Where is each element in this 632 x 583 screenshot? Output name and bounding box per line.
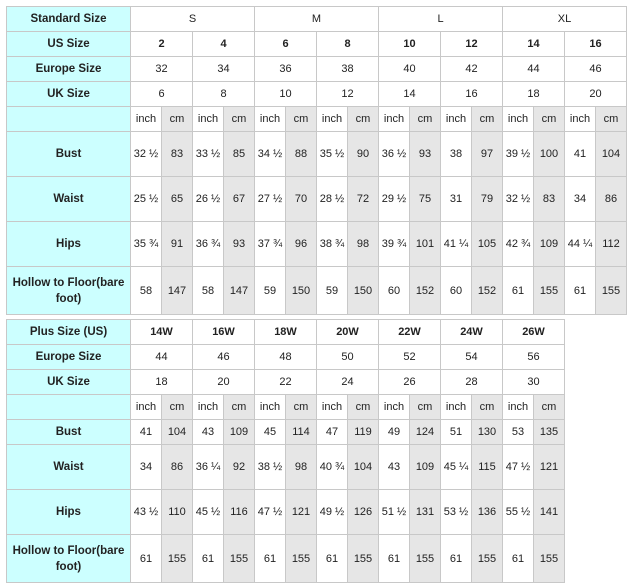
size-value-cell: 24 [317, 370, 379, 395]
measurement-value-cell: 155 [286, 535, 317, 583]
measurement-value-cell: 26 ½ [193, 177, 224, 222]
measurement-value-cell: 61 [193, 535, 224, 583]
measurement-value-cell: 43 [379, 445, 410, 490]
measurement-value-cell: 53 ½ [441, 490, 472, 535]
measurement-value-cell: 58 [193, 267, 224, 315]
unit-cm-cell: cm [410, 107, 441, 132]
standard-size-table [6, 6, 627, 315]
unit-cm-cell: cm [224, 395, 255, 420]
measurement-value-cell: 85 [224, 132, 255, 177]
plus-size-cell: 22W [379, 320, 441, 345]
size-value-cell: 22 [255, 370, 317, 395]
measurement-value-cell: 38 ½ [255, 445, 286, 490]
measurement-value-cell: 31 [441, 177, 472, 222]
measurement-value-cell: 59 [317, 267, 348, 315]
measurement-row [7, 177, 627, 222]
unit-cm-cell: cm [348, 107, 379, 132]
measurement-value-cell: 33 ½ [193, 132, 224, 177]
measurement-value-cell: 25 ½ [131, 177, 162, 222]
measurement-value-cell: 43 [193, 420, 224, 445]
measurement-value-cell: 150 [286, 267, 317, 315]
measurement-value-cell: 35 ½ [317, 132, 348, 177]
measurement-value-cell: 115 [472, 445, 503, 490]
size-letter-cell: S [131, 7, 255, 32]
size-value-cell: 50 [317, 345, 379, 370]
size-letter-cell: XL [503, 7, 627, 32]
unit-inch-cell: inch [193, 395, 224, 420]
row-label: US Size [7, 32, 131, 57]
measurement-value-cell: 83 [162, 132, 193, 177]
measurement-value-cell: 152 [472, 267, 503, 315]
size-value-cell: 12 [441, 32, 503, 57]
row-label: Europe Size [7, 345, 131, 370]
measurement-value-cell: 83 [534, 177, 565, 222]
size-value-cell: 46 [193, 345, 255, 370]
row-label: Bust [7, 420, 131, 445]
measurement-value-cell: 155 [534, 267, 565, 315]
measurement-value-cell: 41 ¼ [441, 222, 472, 267]
measurement-value-cell: 61 [379, 535, 410, 583]
measurement-value-cell: 100 [534, 132, 565, 177]
measurement-value-cell: 39 ½ [503, 132, 534, 177]
size-value-cell: 16 [441, 82, 503, 107]
size-rows [7, 345, 565, 395]
measurement-value-cell: 109 [410, 445, 441, 490]
size-value-cell: 30 [503, 370, 565, 395]
row-label: Waist [7, 177, 131, 222]
measurement-value-cell: 39 ¾ [379, 222, 410, 267]
measurement-value-cell: 101 [410, 222, 441, 267]
measurement-row [7, 222, 627, 267]
measurement-value-cell: 131 [410, 490, 441, 535]
blank-label-cell [7, 107, 131, 132]
unit-inch-cell: inch [255, 107, 286, 132]
measurement-value-cell: 34 ½ [255, 132, 286, 177]
measurement-value-cell: 72 [348, 177, 379, 222]
size-value-cell: 10 [255, 82, 317, 107]
measurement-value-cell: 51 [441, 420, 472, 445]
size-letter-row [7, 7, 627, 32]
unit-cm-cell: cm [534, 395, 565, 420]
measurement-value-cell: 45 ½ [193, 490, 224, 535]
measurement-value-cell: 61 [255, 535, 286, 583]
size-value-cell: 18 [131, 370, 193, 395]
unit-inch-cell: inch [379, 395, 410, 420]
measurement-value-cell: 109 [534, 222, 565, 267]
unit-cm-cell: cm [162, 107, 193, 132]
size-value-cell: 48 [255, 345, 317, 370]
measurement-value-cell: 155 [472, 535, 503, 583]
measurement-value-cell: 98 [348, 222, 379, 267]
unit-inch-cell: inch [131, 395, 162, 420]
measurement-value-cell: 47 [317, 420, 348, 445]
measurement-value-cell: 58 [131, 267, 162, 315]
unit-cm-cell: cm [534, 107, 565, 132]
measurement-value-cell: 155 [534, 535, 565, 583]
row-label: Plus Size (US) [7, 320, 131, 345]
size-value-cell: 32 [131, 57, 193, 82]
measurement-value-cell: 38 ¾ [317, 222, 348, 267]
measurement-value-cell: 61 [131, 535, 162, 583]
measurement-value-cell: 41 [131, 420, 162, 445]
size-row [7, 32, 627, 57]
row-label: UK Size [7, 82, 131, 107]
size-value-cell: 34 [193, 57, 255, 82]
size-letter-cell: L [379, 7, 503, 32]
measurement-value-cell: 112 [596, 222, 627, 267]
measurement-value-cell: 98 [286, 445, 317, 490]
measurement-value-cell: 59 [255, 267, 286, 315]
unit-inch-cell: inch [441, 395, 472, 420]
measurement-value-cell: 51 ½ [379, 490, 410, 535]
size-value-cell: 56 [503, 345, 565, 370]
measurement-value-cell: 135 [534, 420, 565, 445]
measurement-value-cell: 61 [565, 267, 596, 315]
measurement-value-cell: 45 [255, 420, 286, 445]
measurement-value-cell: 27 ½ [255, 177, 286, 222]
measurement-value-cell: 155 [596, 267, 627, 315]
size-value-cell: 20 [565, 82, 627, 107]
unit-cm-cell: cm [472, 107, 503, 132]
measurement-value-cell: 155 [410, 535, 441, 583]
measurement-rows [7, 107, 627, 315]
measurement-value-cell: 155 [162, 535, 193, 583]
unit-cm-cell: cm [348, 395, 379, 420]
size-value-cell: 14 [503, 32, 565, 57]
measurement-value-cell: 126 [348, 490, 379, 535]
measurement-value-cell: 92 [224, 445, 255, 490]
measurement-value-cell: 65 [162, 177, 193, 222]
size-value-cell: 38 [317, 57, 379, 82]
measurement-value-cell: 55 ½ [503, 490, 534, 535]
measurement-value-cell: 60 [379, 267, 410, 315]
unit-cm-cell: cm [162, 395, 193, 420]
measurement-value-cell: 88 [286, 132, 317, 177]
measurement-value-cell: 38 [441, 132, 472, 177]
unit-inch-cell: inch [503, 395, 534, 420]
size-value-cell: 20 [193, 370, 255, 395]
measurement-value-cell: 96 [286, 222, 317, 267]
unit-inch-cell: inch [317, 395, 348, 420]
unit-cm-cell: cm [596, 107, 627, 132]
unit-row [7, 395, 565, 420]
unit-inch-cell: inch [441, 107, 472, 132]
measurement-value-cell: 45 ¼ [441, 445, 472, 490]
size-value-cell: 8 [193, 82, 255, 107]
row-label: Bust [7, 132, 131, 177]
measurement-value-cell: 40 ¾ [317, 445, 348, 490]
measurement-value-cell: 119 [348, 420, 379, 445]
measurement-value-cell: 34 [565, 177, 596, 222]
measurement-value-cell: 136 [472, 490, 503, 535]
unit-inch-cell: inch [565, 107, 596, 132]
measurement-row [7, 132, 627, 177]
measurement-value-cell: 150 [348, 267, 379, 315]
plus-size-cell: 20W [317, 320, 379, 345]
measurement-value-cell: 47 ½ [503, 445, 534, 490]
measurement-value-cell: 79 [472, 177, 503, 222]
measurement-value-cell: 47 ½ [255, 490, 286, 535]
measurement-value-cell: 121 [286, 490, 317, 535]
plus-size-cell: 18W [255, 320, 317, 345]
plus-size-table [6, 319, 565, 583]
measurement-value-cell: 147 [162, 267, 193, 315]
measurement-value-cell: 86 [162, 445, 193, 490]
size-value-cell: 52 [379, 345, 441, 370]
size-value-cell: 14 [379, 82, 441, 107]
measurement-row [7, 420, 565, 445]
plus-size-cell: 14W [131, 320, 193, 345]
row-label: UK Size [7, 370, 131, 395]
row-label: Hips [7, 490, 131, 535]
row-label: Europe Size [7, 57, 131, 82]
measurement-value-cell: 61 [317, 535, 348, 583]
size-value-cell: 16 [565, 32, 627, 57]
measurement-value-cell: 36 ¾ [193, 222, 224, 267]
measurement-value-cell: 114 [286, 420, 317, 445]
measurement-value-cell: 49 [379, 420, 410, 445]
measurement-value-cell: 37 ¾ [255, 222, 286, 267]
measurement-value-cell: 32 ½ [131, 132, 162, 177]
measurement-value-cell: 49 ½ [317, 490, 348, 535]
size-value-cell: 26 [379, 370, 441, 395]
unit-inch-cell: inch [131, 107, 162, 132]
unit-cm-cell: cm [224, 107, 255, 132]
size-value-cell: 2 [131, 32, 193, 57]
unit-row [7, 107, 627, 132]
size-row [7, 57, 627, 82]
size-value-cell: 8 [317, 32, 379, 57]
measurement-value-cell: 60 [441, 267, 472, 315]
measurement-value-cell: 44 ¼ [565, 222, 596, 267]
measurement-value-cell: 61 [503, 535, 534, 583]
measurement-value-cell: 90 [348, 132, 379, 177]
plus-size-header-row [7, 320, 565, 345]
plus-size-cell: 26W [503, 320, 565, 345]
measurement-value-cell: 116 [224, 490, 255, 535]
measurement-value-cell: 61 [441, 535, 472, 583]
plus-size-cell: 16W [193, 320, 255, 345]
row-label: Hollow to Floor(bare foot) [7, 535, 131, 583]
measurement-value-cell: 75 [410, 177, 441, 222]
unit-inch-cell: inch [317, 107, 348, 132]
measurement-value-cell: 53 [503, 420, 534, 445]
unit-cm-cell: cm [286, 107, 317, 132]
unit-cm-cell: cm [472, 395, 503, 420]
measurement-value-cell: 109 [224, 420, 255, 445]
unit-inch-cell: inch [503, 107, 534, 132]
measurement-value-cell: 130 [472, 420, 503, 445]
size-row [7, 370, 565, 395]
unit-cm-cell: cm [410, 395, 441, 420]
measurement-value-cell: 34 [131, 445, 162, 490]
size-row [7, 82, 627, 107]
measurement-value-cell: 70 [286, 177, 317, 222]
unit-cm-cell: cm [286, 395, 317, 420]
unit-inch-cell: inch [193, 107, 224, 132]
measurement-value-cell: 104 [162, 420, 193, 445]
measurement-value-cell: 121 [534, 445, 565, 490]
size-row [7, 345, 565, 370]
measurement-row [7, 267, 627, 315]
size-value-cell: 40 [379, 57, 441, 82]
measurement-value-cell: 97 [472, 132, 503, 177]
plus-size-cell: 24W [441, 320, 503, 345]
measurement-rows [7, 395, 565, 583]
measurement-value-cell: 67 [224, 177, 255, 222]
measurement-value-cell: 155 [224, 535, 255, 583]
measurement-row [7, 445, 565, 490]
measurement-value-cell: 124 [410, 420, 441, 445]
unit-inch-cell: inch [255, 395, 286, 420]
measurement-value-cell: 93 [410, 132, 441, 177]
size-letter-cell: M [255, 7, 379, 32]
measurement-value-cell: 147 [224, 267, 255, 315]
measurement-row [7, 535, 565, 583]
size-value-cell: 42 [441, 57, 503, 82]
row-label: Standard Size [7, 7, 131, 32]
measurement-value-cell: 86 [596, 177, 627, 222]
size-value-cell: 28 [441, 370, 503, 395]
size-value-cell: 44 [503, 57, 565, 82]
size-value-cell: 6 [255, 32, 317, 57]
blank-label-cell [7, 395, 131, 420]
measurement-value-cell: 35 ¾ [131, 222, 162, 267]
measurement-value-cell: 36 ½ [379, 132, 410, 177]
size-value-cell: 18 [503, 82, 565, 107]
row-label: Hollow to Floor(bare foot) [7, 267, 131, 315]
measurement-value-cell: 42 ¾ [503, 222, 534, 267]
row-label: Waist [7, 445, 131, 490]
size-value-cell: 54 [441, 345, 503, 370]
measurement-value-cell: 93 [224, 222, 255, 267]
measurement-value-cell: 110 [162, 490, 193, 535]
size-value-cell: 12 [317, 82, 379, 107]
measurement-value-cell: 152 [410, 267, 441, 315]
unit-inch-cell: inch [379, 107, 410, 132]
measurement-value-cell: 104 [596, 132, 627, 177]
size-value-cell: 6 [131, 82, 193, 107]
measurement-row [7, 490, 565, 535]
measurement-value-cell: 41 [565, 132, 596, 177]
measurement-value-cell: 29 ½ [379, 177, 410, 222]
size-value-cell: 10 [379, 32, 441, 57]
measurement-value-cell: 105 [472, 222, 503, 267]
size-value-cell: 46 [565, 57, 627, 82]
measurement-value-cell: 155 [348, 535, 379, 583]
measurement-value-cell: 43 ½ [131, 490, 162, 535]
row-label: Hips [7, 222, 131, 267]
size-rows [7, 32, 627, 107]
measurement-value-cell: 91 [162, 222, 193, 267]
measurement-value-cell: 61 [503, 267, 534, 315]
measurement-value-cell: 36 ¼ [193, 445, 224, 490]
measurement-value-cell: 28 ½ [317, 177, 348, 222]
size-value-cell: 44 [131, 345, 193, 370]
measurement-value-cell: 104 [348, 445, 379, 490]
size-value-cell: 36 [255, 57, 317, 82]
measurement-value-cell: 32 ½ [503, 177, 534, 222]
size-value-cell: 4 [193, 32, 255, 57]
measurement-value-cell: 141 [534, 490, 565, 535]
